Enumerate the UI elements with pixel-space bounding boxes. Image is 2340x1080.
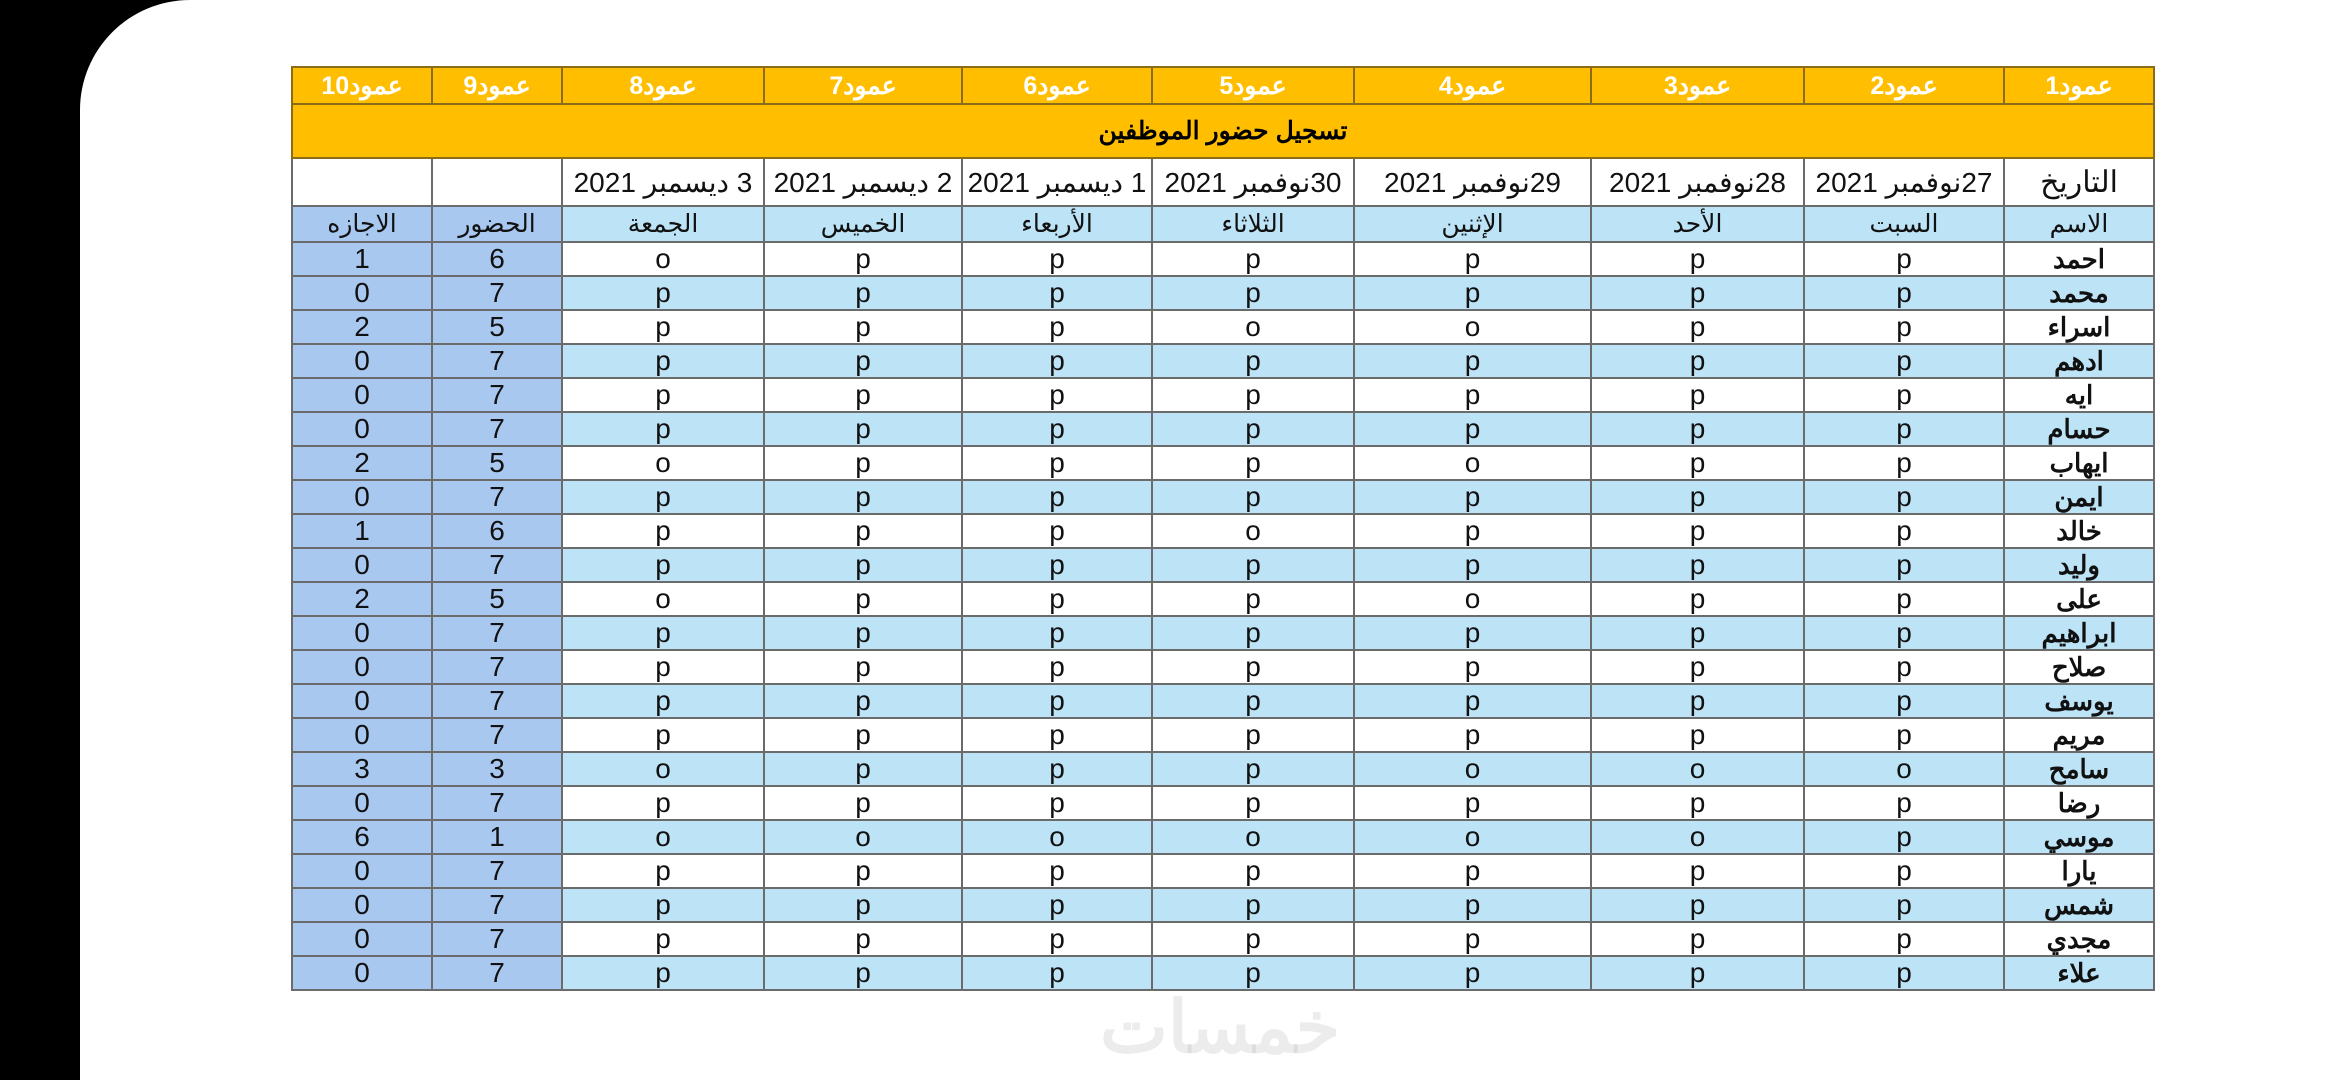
attendance-mark[interactable]: p (764, 378, 962, 412)
attendance-mark[interactable]: p (1152, 412, 1354, 446)
employee-name[interactable]: وليد (2004, 548, 2154, 582)
attendance-mark[interactable]: p (1152, 480, 1354, 514)
column-header[interactable]: عمود7 (764, 67, 962, 104)
attendance-mark[interactable]: p (1354, 650, 1591, 684)
attendance-mark[interactable]: p (1591, 888, 1804, 922)
attendance-mark[interactable]: o (1354, 752, 1591, 786)
attendance-mark[interactable]: p (962, 276, 1152, 310)
table-row (292, 378, 2154, 412)
attendance-mark[interactable]: o (562, 820, 764, 854)
employee-name[interactable]: خالد (2004, 514, 2154, 548)
attendance-count[interactable]: 7 (432, 854, 562, 888)
attendance-mark[interactable]: p (1591, 854, 1804, 888)
attendance-mark[interactable]: p (1804, 582, 2004, 616)
attendance-count[interactable]: 7 (432, 616, 562, 650)
attendance-mark[interactable]: p (1354, 922, 1591, 956)
attendance-mark[interactable]: p (962, 514, 1152, 548)
leave-count[interactable]: 1 (292, 514, 432, 548)
attendance-mark[interactable]: o (1152, 820, 1354, 854)
attendance-mark[interactable]: p (764, 854, 962, 888)
attendance-mark[interactable]: p (1591, 548, 1804, 582)
attendance-mark[interactable]: p (1354, 378, 1591, 412)
leave-count[interactable]: 0 (292, 616, 432, 650)
leave-count[interactable]: 3 (292, 752, 432, 786)
attendance-mark[interactable]: p (1152, 378, 1354, 412)
attendance-mark[interactable]: p (764, 276, 962, 310)
attendance-count[interactable]: 6 (432, 242, 562, 276)
attendance-mark[interactable]: p (1804, 480, 2004, 514)
table-row (292, 684, 2154, 718)
attendance-mark[interactable]: p (764, 888, 962, 922)
attendance-mark[interactable]: p (1152, 922, 1354, 956)
attendance-mark[interactable]: o (1354, 310, 1591, 344)
attendance-count[interactable]: 7 (432, 548, 562, 582)
attendance-mark[interactable]: o (562, 752, 764, 786)
attendance-count[interactable]: 7 (432, 786, 562, 820)
leave-count[interactable]: 1 (292, 242, 432, 276)
attendance-mark[interactable]: p (1591, 514, 1804, 548)
attendance-mark[interactable]: p (562, 786, 764, 820)
employee-name[interactable]: احمد (2004, 242, 2154, 276)
attendance-mark[interactable]: p (764, 718, 962, 752)
leave-count[interactable]: 0 (292, 412, 432, 446)
day-cell[interactable]: الإثنين (1354, 206, 1591, 242)
attendance-mark[interactable]: o (562, 242, 764, 276)
date-cell[interactable]: 29نوفمبر 2021 (1354, 158, 1591, 206)
table-row (292, 548, 2154, 582)
attendance-mark[interactable]: p (764, 548, 962, 582)
attendance-count[interactable]: 5 (432, 582, 562, 616)
attendance-mark[interactable]: p (1591, 786, 1804, 820)
attendance-mark[interactable]: p (1152, 956, 1354, 990)
attendance-count[interactable]: 7 (432, 888, 562, 922)
attendance-mark[interactable]: p (1804, 242, 2004, 276)
table-row (292, 786, 2154, 820)
attendance-mark[interactable]: p (764, 446, 962, 480)
attendance-mark[interactable]: p (562, 480, 764, 514)
table-row (292, 718, 2154, 752)
attendance-mark[interactable]: o (1152, 514, 1354, 548)
table-row (292, 480, 2154, 514)
attendance-mark[interactable]: p (1152, 650, 1354, 684)
attendance-mark[interactable]: p (962, 242, 1152, 276)
date-cell[interactable]: 2 ديسمبر 2021 (764, 158, 962, 206)
attendance-mark[interactable]: p (1804, 548, 2004, 582)
attendance-mark[interactable]: p (962, 616, 1152, 650)
table-row (292, 310, 2154, 344)
title-row (292, 104, 2154, 158)
attendance-mark[interactable]: p (1591, 344, 1804, 378)
day-cell[interactable]: السبت (1804, 206, 2004, 242)
attendance-count[interactable]: 7 (432, 412, 562, 446)
attendance-mark[interactable]: o (1354, 446, 1591, 480)
attendance-count[interactable]: 7 (432, 344, 562, 378)
table-row (292, 446, 2154, 480)
days-row (292, 206, 2154, 242)
attendance-mark[interactable]: p (1591, 480, 1804, 514)
attendance-mark[interactable]: p (962, 310, 1152, 344)
table-row (292, 242, 2154, 276)
attendance-mark[interactable]: p (962, 956, 1152, 990)
column-header[interactable]: عمود10 (292, 67, 432, 104)
attendance-mark[interactable]: p (764, 684, 962, 718)
leave-count[interactable]: 2 (292, 310, 432, 344)
leave-count[interactable]: 0 (292, 956, 432, 990)
attendance-mark[interactable]: p (1804, 786, 2004, 820)
attendance-mark[interactable]: p (1591, 956, 1804, 990)
attendance-mark[interactable]: p (962, 786, 1152, 820)
attendance-mark[interactable]: p (1591, 412, 1804, 446)
attendance-mark[interactable]: p (1152, 344, 1354, 378)
attendance-mark[interactable]: p (562, 650, 764, 684)
attendance-mark[interactable]: p (1591, 276, 1804, 310)
employee-name[interactable]: ايهاب (2004, 446, 2154, 480)
day-cell[interactable]: الأربعاء (962, 206, 1152, 242)
date-cell[interactable]: 3 ديسمبر 2021 (562, 158, 764, 206)
attendance-mark[interactable]: p (1804, 650, 2004, 684)
attendance-mark[interactable]: p (562, 684, 764, 718)
attendance-mark[interactable]: p (1591, 378, 1804, 412)
attendance-mark[interactable]: p (1591, 684, 1804, 718)
attendance-mark[interactable]: p (962, 344, 1152, 378)
attendance-mark[interactable]: p (1591, 718, 1804, 752)
attendance-mark[interactable]: p (1804, 616, 2004, 650)
leave-count[interactable]: 0 (292, 684, 432, 718)
attendance-mark[interactable]: o (1152, 310, 1354, 344)
attendance-mark[interactable]: p (962, 888, 1152, 922)
attendance-count[interactable]: 7 (432, 956, 562, 990)
attendance-mark[interactable]: p (962, 650, 1152, 684)
attendance-mark[interactable]: p (764, 582, 962, 616)
column-header[interactable]: عمود2 (1804, 67, 2004, 104)
leave-count[interactable]: 0 (292, 344, 432, 378)
attendance-mark[interactable]: p (962, 480, 1152, 514)
attendance-mark[interactable]: p (962, 412, 1152, 446)
attendance-mark[interactable]: p (1591, 310, 1804, 344)
attendance-mark[interactable]: o (562, 582, 764, 616)
attendance-count[interactable]: 7 (432, 650, 562, 684)
attendance-mark[interactable]: p (1804, 378, 2004, 412)
attendance-mark[interactable]: p (1152, 548, 1354, 582)
attendance-mark[interactable]: p (562, 718, 764, 752)
attendance-mark[interactable]: p (764, 412, 962, 446)
attendance-mark[interactable]: o (962, 820, 1152, 854)
leave-count[interactable]: 0 (292, 888, 432, 922)
column-header[interactable]: عمود8 (562, 67, 764, 104)
employee-name[interactable]: ادهم (2004, 344, 2154, 378)
employee-name[interactable]: علاء (2004, 956, 2154, 990)
employee-name[interactable]: حسام (2004, 412, 2154, 446)
employee-name[interactable]: سامح (2004, 752, 2154, 786)
column-header[interactable]: عمود5 (1152, 67, 1354, 104)
day-cell[interactable]: الجمعة (562, 206, 764, 242)
attendance-mark[interactable]: p (1804, 922, 2004, 956)
leave-count[interactable]: 0 (292, 548, 432, 582)
attendance-mark[interactable]: p (764, 752, 962, 786)
watermark-logo: خمسات (1100, 988, 1341, 1068)
attendance-mark[interactable]: p (1804, 446, 2004, 480)
attendance-mark[interactable]: p (1354, 684, 1591, 718)
attendance-mark[interactable]: p (1354, 548, 1591, 582)
attendance-mark[interactable]: p (1804, 412, 2004, 446)
attendance-mark[interactable]: p (1354, 786, 1591, 820)
attendance-mark[interactable]: p (1591, 582, 1804, 616)
spreadsheet-page (80, 0, 2340, 1080)
attendance-mark[interactable]: p (1354, 276, 1591, 310)
attendance-count[interactable]: 1 (432, 820, 562, 854)
attendance-mark[interactable]: p (1804, 276, 2004, 310)
attendance-mark[interactable]: p (962, 446, 1152, 480)
attendance-mark[interactable]: p (1804, 684, 2004, 718)
table-row (292, 752, 2154, 786)
attendance-mark[interactable]: o (1354, 582, 1591, 616)
attendance-mark[interactable]: p (764, 480, 962, 514)
attendance-mark[interactable]: p (1354, 718, 1591, 752)
attendance-mark[interactable]: p (1354, 888, 1591, 922)
column-header[interactable]: عمود4 (1354, 67, 1591, 104)
attendance-mark[interactable]: p (1804, 718, 2004, 752)
attendance-mark[interactable]: p (962, 854, 1152, 888)
attendance-count[interactable]: 7 (432, 276, 562, 310)
leave-count[interactable]: 0 (292, 378, 432, 412)
attendance-mark[interactable]: p (764, 344, 962, 378)
leave-count[interactable]: 2 (292, 582, 432, 616)
attendance-mark[interactable]: p (1804, 888, 2004, 922)
attendance-mark[interactable]: p (962, 752, 1152, 786)
attendance-mark[interactable]: p (1354, 956, 1591, 990)
empty-cell[interactable] (292, 158, 432, 206)
leave-label[interactable]: الاجازه (292, 206, 432, 242)
table-title[interactable]: تسجيل حضور الموظفين (292, 104, 2154, 158)
attendance-mark[interactable]: p (1354, 480, 1591, 514)
attendance-mark[interactable]: p (962, 684, 1152, 718)
leave-count[interactable]: 0 (292, 480, 432, 514)
attendance-mark[interactable]: p (764, 922, 962, 956)
day-cell[interactable]: الخميس (764, 206, 962, 242)
attendance-mark[interactable]: p (764, 514, 962, 548)
attendance-count[interactable]: 7 (432, 718, 562, 752)
attendance-mark[interactable]: p (562, 412, 764, 446)
attendance-mark[interactable]: p (1591, 922, 1804, 956)
attendance-mark[interactable]: p (1804, 514, 2004, 548)
attendance-mark[interactable]: p (562, 888, 764, 922)
attendance-mark[interactable]: p (1354, 854, 1591, 888)
attendance-table (291, 66, 2155, 991)
attendance-mark[interactable]: p (1152, 854, 1354, 888)
column-header[interactable]: عمود3 (1591, 67, 1804, 104)
attendance-mark[interactable]: p (1152, 786, 1354, 820)
attendance-mark[interactable]: p (764, 310, 962, 344)
attendance-mark[interactable]: p (1354, 344, 1591, 378)
name-label[interactable]: الاسم (2004, 206, 2154, 242)
employee-name[interactable]: ابراهيم (2004, 616, 2154, 650)
attendance-mark[interactable]: o (1804, 752, 2004, 786)
leave-count[interactable]: 0 (292, 276, 432, 310)
attendance-mark[interactable]: p (962, 922, 1152, 956)
attendance-mark[interactable]: p (764, 242, 962, 276)
attendance-mark[interactable]: p (764, 650, 962, 684)
date-cell[interactable]: 28نوفمبر 2021 (1591, 158, 1804, 206)
leave-count[interactable]: 2 (292, 446, 432, 480)
table-row (292, 854, 2154, 888)
leave-count[interactable]: 0 (292, 786, 432, 820)
attendance-mark[interactable]: p (1152, 718, 1354, 752)
employee-name[interactable]: صلاح (2004, 650, 2154, 684)
employee-name[interactable]: اسراء (2004, 310, 2154, 344)
attendance-mark[interactable]: p (1354, 412, 1591, 446)
attendance-mark[interactable]: p (1152, 888, 1354, 922)
attendance-mark[interactable]: p (962, 718, 1152, 752)
attendance-mark[interactable]: p (562, 854, 764, 888)
attendance-mark[interactable]: p (1591, 616, 1804, 650)
attendance-mark[interactable]: o (562, 446, 764, 480)
leave-count[interactable]: 0 (292, 650, 432, 684)
attendance-count[interactable]: 7 (432, 684, 562, 718)
table-row (292, 582, 2154, 616)
day-cell[interactable]: الثلاثاء (1152, 206, 1354, 242)
attendance-count[interactable]: 6 (432, 514, 562, 548)
day-cell[interactable]: الأحد (1591, 206, 1804, 242)
date-cell[interactable]: 27نوفمبر 2021 (1804, 158, 2004, 206)
attendance-count[interactable]: 7 (432, 922, 562, 956)
employee-name[interactable]: ايه (2004, 378, 2154, 412)
attendance-mark[interactable]: p (1354, 616, 1591, 650)
attendance-mark[interactable]: p (1152, 446, 1354, 480)
attendance-count[interactable]: 5 (432, 446, 562, 480)
attendance-mark[interactable]: p (562, 276, 764, 310)
attendance-mark[interactable]: p (562, 310, 764, 344)
attendance-mark[interactable]: p (1152, 242, 1354, 276)
attendance-mark[interactable]: p (1804, 820, 2004, 854)
date-cell[interactable]: 1 ديسمبر 2021 (962, 158, 1152, 206)
attendance-mark[interactable]: p (562, 548, 764, 582)
column-header[interactable]: عمود1 (2004, 67, 2154, 104)
attendance-mark[interactable]: p (764, 616, 962, 650)
empty-cell[interactable] (432, 158, 562, 206)
attendance-count[interactable]: 5 (432, 310, 562, 344)
table-row (292, 276, 2154, 310)
leave-count[interactable]: 6 (292, 820, 432, 854)
employee-name[interactable]: مريم (2004, 718, 2154, 752)
attendance-mark[interactable]: p (1152, 752, 1354, 786)
table-row (292, 514, 2154, 548)
table-row (292, 412, 2154, 446)
attendance-mark[interactable]: o (1591, 820, 1804, 854)
attendance-mark[interactable]: p (1354, 514, 1591, 548)
attendance-count[interactable]: 3 (432, 752, 562, 786)
attendance-mark[interactable]: p (962, 378, 1152, 412)
attendance-mark[interactable]: p (562, 956, 764, 990)
attendance-mark[interactable]: o (1354, 820, 1591, 854)
attendance-count[interactable]: 7 (432, 480, 562, 514)
attendance-mark[interactable]: p (1152, 684, 1354, 718)
table-row (292, 888, 2154, 922)
attendance-mark[interactable]: p (764, 956, 962, 990)
attendance-mark[interactable]: p (764, 786, 962, 820)
table-row (292, 616, 2154, 650)
table-row (292, 344, 2154, 378)
attendance-mark[interactable]: p (1354, 242, 1591, 276)
attendance-mark[interactable]: o (764, 820, 962, 854)
employee-name[interactable]: يارا (2004, 854, 2154, 888)
attendance-mark[interactable]: p (1591, 242, 1804, 276)
date-cell[interactable]: 30نوفمبر 2021 (1152, 158, 1354, 206)
attendance-mark[interactable]: p (562, 378, 764, 412)
leave-count[interactable]: 0 (292, 718, 432, 752)
employee-name[interactable]: موسي (2004, 820, 2154, 854)
column-header[interactable]: عمود6 (962, 67, 1152, 104)
column-header[interactable]: عمود9 (432, 67, 562, 104)
employee-name[interactable]: شمس (2004, 888, 2154, 922)
attendance-mark[interactable]: p (1804, 956, 2004, 990)
attendance-label[interactable]: الحضور (432, 206, 562, 242)
dates-row (292, 158, 2154, 206)
attendance-mark[interactable]: p (1804, 344, 2004, 378)
leave-count[interactable]: 0 (292, 922, 432, 956)
attendance-mark[interactable]: p (1152, 616, 1354, 650)
attendance-mark[interactable]: p (562, 514, 764, 548)
table-row (292, 922, 2154, 956)
attendance-mark[interactable]: p (1591, 650, 1804, 684)
employee-name[interactable]: محمد (2004, 276, 2154, 310)
employee-name[interactable]: مجدي (2004, 922, 2154, 956)
attendance-mark[interactable]: o (1591, 752, 1804, 786)
table-row (292, 650, 2154, 684)
attendance-mark[interactable]: p (562, 616, 764, 650)
employee-name[interactable]: على (2004, 582, 2154, 616)
leave-count[interactable]: 0 (292, 854, 432, 888)
attendance-mark[interactable]: p (1152, 276, 1354, 310)
date-label[interactable]: التاريخ (2004, 158, 2154, 206)
attendance-mark[interactable]: p (1152, 582, 1354, 616)
attendance-mark[interactable]: p (962, 548, 1152, 582)
column-header-row (292, 67, 2154, 104)
employee-name[interactable]: رضا (2004, 786, 2154, 820)
attendance-mark[interactable]: p (562, 922, 764, 956)
attendance-mark[interactable]: p (1591, 446, 1804, 480)
attendance-count[interactable]: 7 (432, 378, 562, 412)
employee-name[interactable]: يوسف (2004, 684, 2154, 718)
attendance-mark[interactable]: p (1804, 854, 2004, 888)
attendance-mark[interactable]: p (962, 582, 1152, 616)
table-row (292, 820, 2154, 854)
attendance-mark[interactable]: p (562, 344, 764, 378)
attendance-mark[interactable]: p (1804, 310, 2004, 344)
employee-name[interactable]: ايمن (2004, 480, 2154, 514)
